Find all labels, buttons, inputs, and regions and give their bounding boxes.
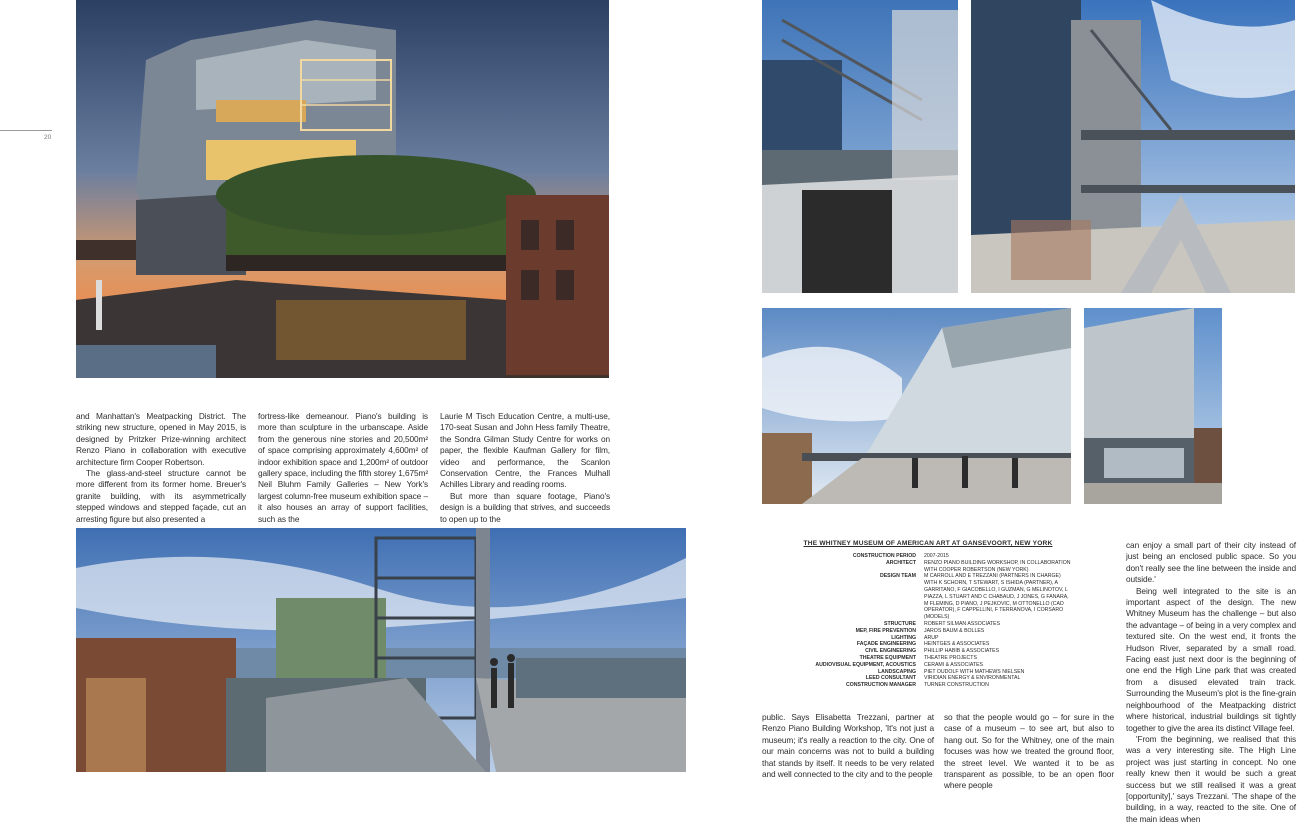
text-column-4 xyxy=(762,712,934,780)
credit-value: RENZO PIANO BUILDING WORKSHOP, IN COLLABORATION WITH COOPER ROBERTSON (NEW YORK) xyxy=(924,559,1071,573)
text-column-5 xyxy=(944,712,1114,792)
credit-row xyxy=(758,669,1098,676)
whitney-plaza-sculpture-photo xyxy=(971,0,1295,293)
whitney-street-corner-photo xyxy=(1084,308,1222,504)
credit-row xyxy=(758,648,1098,655)
credit-row xyxy=(758,641,1098,648)
paragraph: Laurie M Tisch Education Centre, a multi-use, 170-seat Susan and John Hess family Theatre, the Sondra Gilman Study Centre for works on paper, the flexible Kaufman Gallery for film, video and performance, the Scanlon Conservation Centre, the Frances Mulhall Achilles Library and reading rooms. xyxy=(440,411,610,490)
credit-row xyxy=(758,655,1098,662)
credit-value: HEINTGES & ASSOCIATES xyxy=(924,641,990,648)
paragraph: public. Says Elisabetta Trezzani, partner at Renzo Piano Building Workshop, 'It's not just a museum; it's really a reaction to the city. One of our main concerns was not to build a building that stands by itself. It needs to be very related and well connected to the city and to the people xyxy=(762,712,934,780)
credit-role: ARCHITECT xyxy=(886,559,916,566)
credit-role: LIGHTING xyxy=(891,634,916,641)
text-column-2 xyxy=(258,411,428,525)
credit-value: VIRIDIAN ENERGY & ENVIRONMENTAL xyxy=(924,675,1021,682)
paragraph: The glass-and-steel structure cannot be more different from its former home. Breuer's granite building, with its asymmetrically stepped windows and stepped façade, cut an arresting figure but also presented a xyxy=(76,468,246,524)
paragraph: 'From the beginning, we realised that this was a very interesting site. The High Line project was just starting in concept. No one really knew then it would be such a great success but we still realised it was a great [opportunity],' says Trezzani. 'The shape of the building, in a way, reacted to the site. One of the main ideas when xyxy=(1126,733,1296,824)
credit-value: PIET OUDOLF WITH MATHEWS NIELSEN xyxy=(924,668,1025,675)
text-column-1 xyxy=(76,411,246,525)
credit-role: DESIGN TEAM xyxy=(879,573,916,580)
page-number: 20 xyxy=(44,134,52,141)
credit-value: ARUP xyxy=(924,634,939,641)
credit-row xyxy=(758,635,1098,642)
credit-row xyxy=(758,573,1098,621)
credit-row xyxy=(758,621,1098,628)
credit-role: STRUCTURE xyxy=(884,620,916,627)
paragraph: But more than square footage, Piano's design is a building that strives, and succeeds to open up to the xyxy=(440,490,610,524)
credit-row xyxy=(758,675,1098,682)
whitney-terrace-photo xyxy=(76,528,686,772)
credit-role: CIVIL ENGINEERING xyxy=(865,648,916,655)
credit-value: TURNER CONSTRUCTION xyxy=(924,682,989,689)
credits-title: THE WHITNEY MUSEUM OF AMERICAN ART AT GANSEVOORT, NEW YORK xyxy=(803,540,1053,547)
whitney-museum-dusk-photo xyxy=(76,0,609,378)
credit-value: CERAMI & ASSOCIATES xyxy=(924,661,983,668)
credit-row xyxy=(758,553,1098,560)
credits-list xyxy=(758,553,1098,689)
credit-role: LEED CONSULTANT xyxy=(865,675,916,682)
credit-role: FAÇADE ENGINEERING xyxy=(856,641,916,648)
credit-row xyxy=(758,628,1098,635)
text-column-3 xyxy=(440,411,610,525)
paragraph: can enjoy a small part of their city instead of just being an enclosed public space. So you don't really see the line between the inside and outside.' xyxy=(1126,540,1296,585)
credit-value: ROBERT SILMAN ASSOCIATES xyxy=(924,620,1001,627)
project-credits xyxy=(758,540,1098,689)
credit-role: MEP, FIRE PREVENTION xyxy=(855,627,916,634)
whitney-outdoor-stairs-photo xyxy=(762,0,958,293)
credit-value: JAROS BAUM & BOLLES xyxy=(924,627,985,634)
credit-value: M CARROLL AND E TREZZANI (PARTNERS IN CHARGE) WITH K SCHORN, T STEWART, S ISHIDA (PARTNER), A GARRITANO, F GIACOBELLO, I GUZMAN, G MELINOTOV, L PIAZZA, L STUART AND C CHABAUD, J JONES, G FANARA, M FLEMING, D PIANO, J PEJKOVIC, M OTTONELLO (CAD OPERATOR), F CAPPELLINI, F TERRANOVA, I CORSARO (MODELS) xyxy=(924,573,1069,621)
credit-row xyxy=(758,560,1098,574)
whitney-terrace-facade-photo xyxy=(762,308,1071,504)
credit-role: THEATRE EQUIPMENT xyxy=(859,654,916,661)
credit-role: CONSTRUCTION MANAGER xyxy=(845,682,916,689)
credit-role: LANDSCAPING xyxy=(877,668,916,675)
paragraph: Being well integrated to the site is an important aspect of the design. The new Whitney Museum has the challenge – but also the advantage – of being in a very complex and textured site. On the west end, it fronts the Hudson River, separated by a small road. Facing east just next door is the beginning of one end the High Line park that was created from a disused elevated train track. Surrounding the Museum's plot is the fine-grain neighbourhood of the Meatpacking district where historical, industrial buildings sit tightly together to give the area its distinct Village feel. xyxy=(1126,585,1296,733)
credit-role: AUDIOVISUAL EQUIPMENT, ACOUSTICS xyxy=(815,661,916,668)
paragraph: fortress-like demeanour. Piano's building is more than sculpture in the urbanscape. Aside from the generous nine stories and 20,500m² of space comprising approximately 4,600m² of indoor exhibition space and 1,200m² of outdoor gallery space, including the fifth storey 1,675m² Neil Bluhm Family Galleries – New York's largest column-free museum exhibition space – it also houses an array of support facilities, such as the xyxy=(258,411,428,524)
text-column-6 xyxy=(1126,540,1296,825)
credit-value: THEATRE PROJECTS xyxy=(924,654,977,661)
credit-value: 2007-2015 xyxy=(924,553,949,559)
paragraph: and Manhattan's Meatpacking District. The striking new structure, opened in May 2015, is designed by Pritzker Prize-winning architect Renzo Piano in collaboration with executive architecture firm Cooper Robertson. xyxy=(76,411,246,467)
credit-value: PHILLIP HABIB & ASSOCIATES xyxy=(924,648,1000,655)
credit-role: CONSTRUCTION PERIOD xyxy=(852,553,916,559)
paragraph: so that the people would go – for sure in the case of a museum – to see art, but also to hang out. So for the Whitney, one of the main focuses was how we treated the ground floor, the street level. We wanted it to be as transparent as possible, to be an open floor where people xyxy=(944,712,1114,791)
folio-rule xyxy=(0,130,52,131)
credit-row xyxy=(758,662,1098,669)
credit-row xyxy=(758,682,1098,689)
